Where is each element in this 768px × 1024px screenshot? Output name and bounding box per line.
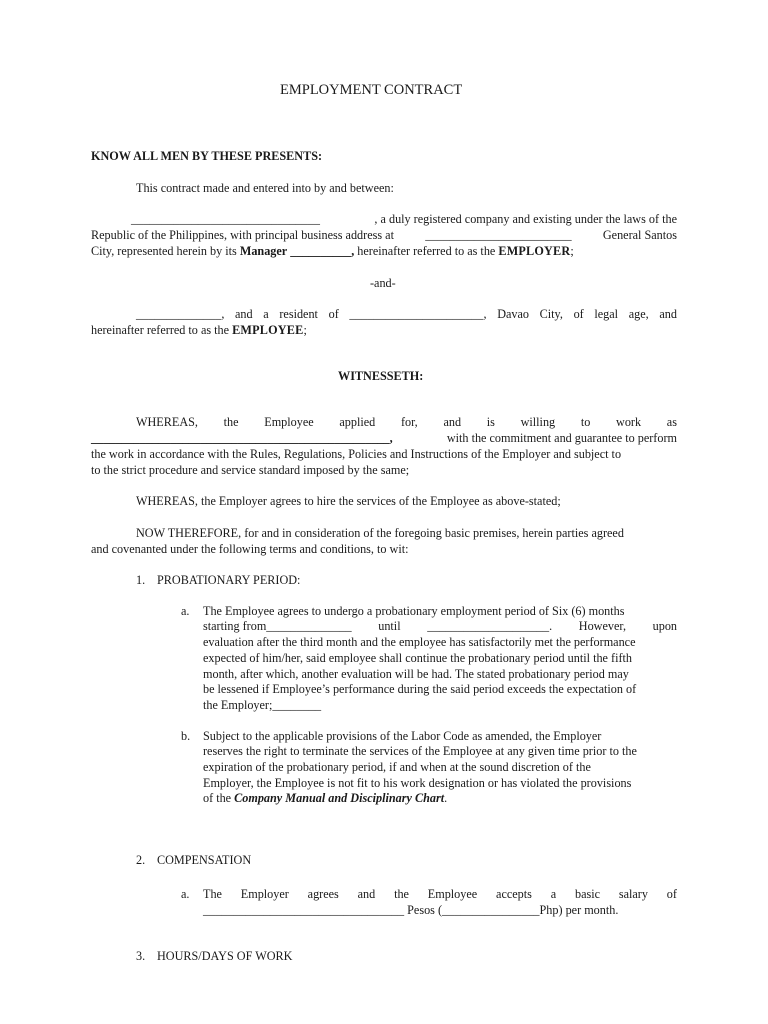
section2-heading: COMPENSATION: [157, 853, 252, 867]
company-name-blank: _______________________________: [131, 212, 320, 226]
word: basic: [574, 887, 601, 901]
word: and: [443, 415, 462, 429]
whereas1-line-1: [136, 414, 677, 430]
word: City,: [539, 307, 563, 321]
party1-line-2: [91, 227, 677, 243]
residence-blank: ______________________,: [349, 307, 487, 321]
section1-number: 1.: [136, 573, 146, 587]
employee-name-blank: ______________,: [136, 307, 225, 321]
word: age,: [628, 307, 649, 321]
party2-end: ;: [303, 323, 307, 337]
word: Employer: [240, 887, 289, 901]
party2-line-1: [136, 306, 677, 322]
word: of: [328, 307, 339, 321]
party1-city: General Santos: [602, 228, 677, 242]
word: and: [659, 307, 677, 321]
word: and: [235, 307, 253, 321]
whereas1-line-2: [91, 430, 677, 446]
manager-blank: __________,: [290, 244, 355, 258]
word: willing: [520, 415, 556, 429]
party2-line-2: [91, 322, 307, 338]
word: applied: [339, 415, 376, 429]
party1-address-text: Republic of the Philippines, with principal business address at: [91, 228, 394, 242]
word: WHEREAS,: [136, 415, 198, 429]
now-therefore-line-1: NOW THEREFORE, for and in consideration of the foregoing basic premises, herein parties agreed: [136, 526, 624, 540]
word: Employee: [427, 887, 478, 901]
section1-b-line-1: Subject to the applicable provisions of the Labor Code as amended, the Employer: [203, 729, 602, 743]
word: a: [550, 887, 557, 901]
party1-line-3: [91, 243, 574, 259]
section1-a-line-3: evaluation after the third month and the employee has satisfactorily met the performance: [203, 635, 636, 649]
word: the: [223, 415, 239, 429]
section1-b-line-3: expiration of the probationary period, if and when at the sound discretion of the: [203, 760, 591, 774]
word: legal: [594, 307, 619, 321]
word: The: [203, 887, 222, 901]
now-therefore-line-2: and covenanted under the following terms and conditions, to wit:: [91, 542, 409, 556]
word: of: [573, 307, 584, 321]
witnesseth-heading: WITNESSETH:: [338, 369, 424, 383]
intro-line: This contract made and entered into by and between:: [136, 181, 394, 195]
word: the: [394, 887, 409, 901]
section1-heading: PROBATIONARY PERIOD:: [157, 573, 301, 587]
section2-a-label: a.: [181, 887, 190, 901]
word: Davao: [497, 307, 529, 321]
section2-a-line-1: [203, 886, 677, 902]
word: work: [616, 415, 642, 429]
employee-label: EMPLOYEE: [232, 323, 304, 337]
manager-label: Manager: [239, 244, 288, 258]
section2-number: 2.: [136, 853, 146, 867]
employer-label: EMPLOYER: [498, 244, 571, 258]
company-manual-title: Company Manual and Disciplinary Chart: [234, 791, 445, 805]
salary-line: _________________________________ Pesos (________________Php) per month.: [203, 903, 619, 917]
word: salary: [618, 887, 648, 901]
whereas1-line-3: the work in accordance with the Rules, Regulations, Policies and Instructions of the Employer and subject to: [91, 447, 622, 461]
section1-a-label: a.: [181, 604, 190, 618]
section1-a-line-1: The Employee agrees to undergo a probationary employment period of Six (6) months: [203, 604, 625, 618]
word: accepts: [496, 887, 532, 901]
business-address-blank: ________________________: [425, 228, 572, 242]
position-blank: _________________________________________________,: [91, 431, 393, 445]
party2-referred-text: hereinafter referred to as the: [91, 323, 230, 337]
section1-b-line-5: [203, 790, 447, 806]
party1-line-1: [91, 211, 677, 227]
section1-a-line-6: be lessened if Employee’s performance during the said period exceeds the expectation of: [203, 682, 637, 696]
party1-end: ;: [570, 244, 574, 258]
word: upon: [652, 619, 677, 633]
word: as: [666, 415, 677, 429]
section1-b-line-2: reserves the right to terminate the services of the Employee at any given time prior to the: [203, 744, 637, 758]
word: a: [263, 307, 269, 321]
start-date-blank: starting from______________: [203, 619, 352, 633]
intro-heading: KNOW ALL MEN BY THESE PRESENTS:: [91, 149, 323, 163]
document-title: EMPLOYMENT CONTRACT: [280, 82, 463, 98]
whereas1-line-4: to the strict procedure and service standard imposed by the same;: [91, 463, 410, 477]
section1-a-line-5: month, after which, another evaluation will be had. The stated probationary period may: [203, 667, 629, 681]
word: and: [357, 887, 376, 901]
section1-b-label: b.: [181, 729, 191, 743]
party1-represented-text: City, represented herein by its: [91, 244, 237, 258]
word: agrees: [307, 887, 339, 901]
section1-a-line-7: the Employer;________: [203, 698, 322, 712]
section3-heading: HOURS/DAYS OF WORK: [157, 949, 293, 963]
party1-text: , a duly registered company and existing under the laws of the: [374, 212, 677, 226]
word: to: [580, 415, 591, 429]
whereas1-text: with the commitment and guarantee to perform: [446, 431, 677, 445]
word: However,: [578, 619, 626, 633]
of-the-text: of the: [203, 791, 232, 805]
section1-a-line-2: [203, 618, 677, 634]
party1-referred-text: hereinafter referred to as the: [357, 244, 496, 258]
and-separator: -and-: [370, 276, 396, 290]
section1-b-line-4: Employer, the Employee is not fit to his work designation or has violated the provisions: [203, 776, 632, 790]
section3-number: 3.: [136, 949, 146, 963]
whereas2-line: WHEREAS, the Employer agrees to hire the services of the Employee as above-stated;: [136, 494, 561, 508]
word: for,: [400, 415, 418, 429]
section1-a-line-4: expected of him/her, said employee shall continue the probationary period until the fifth: [203, 651, 632, 665]
word: is: [486, 415, 495, 429]
word: until: [378, 619, 401, 633]
word: resident: [279, 307, 318, 321]
word: of: [666, 887, 677, 901]
end-date-blank: ____________________.: [427, 619, 553, 633]
period: .: [444, 791, 448, 805]
word: Employee: [264, 415, 314, 429]
